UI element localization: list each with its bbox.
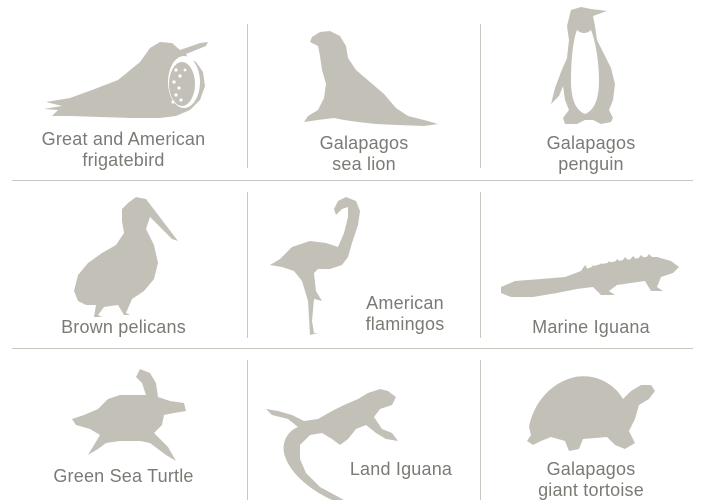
- animal-label-line: Land Iguana: [349, 459, 453, 479]
- animal-card-pelican: [0, 181, 247, 348]
- animal-label-line: Great and American: [41, 129, 206, 149]
- animal-label: [326, 459, 476, 480]
- animal-label-line: giant tortoise: [538, 480, 644, 500]
- animal-card-land-iguana: [248, 349, 480, 500]
- animal-label-line: flamingos: [365, 314, 445, 334]
- animal-label-line: Galapagos: [546, 459, 636, 479]
- animal-label-line: Galapagos: [546, 133, 636, 153]
- animal-card-flamingo: [248, 181, 480, 348]
- animal-label: [335, 293, 475, 335]
- animal-card-marine-iguana: [481, 181, 701, 348]
- animal-label-line: American: [366, 293, 444, 313]
- animal-label: [481, 459, 701, 501]
- animal-label-line: Green Sea Turtle: [53, 466, 194, 486]
- animal-label-line: penguin: [558, 154, 624, 174]
- animal-label-line: Brown pelicans: [61, 317, 186, 337]
- animal-label: [481, 317, 701, 338]
- animal-card-tortoise: [481, 349, 701, 500]
- animal-label-line: Marine Iguana: [532, 317, 650, 337]
- animal-card-penguin: [481, 0, 701, 180]
- animal-label: [0, 466, 247, 487]
- animal-label: [248, 133, 480, 175]
- animal-label-line: frigatebird: [82, 150, 165, 170]
- animal-card-sea-lion: [248, 0, 480, 180]
- animal-label: [0, 317, 247, 338]
- animal-label-line: Galapagos: [319, 133, 409, 153]
- animal-label: [481, 133, 701, 175]
- animal-card-sea-turtle: [0, 349, 247, 500]
- animal-label-line: sea lion: [332, 154, 396, 174]
- animal-card-frigatebird: [0, 0, 247, 180]
- animal-label: [0, 129, 247, 171]
